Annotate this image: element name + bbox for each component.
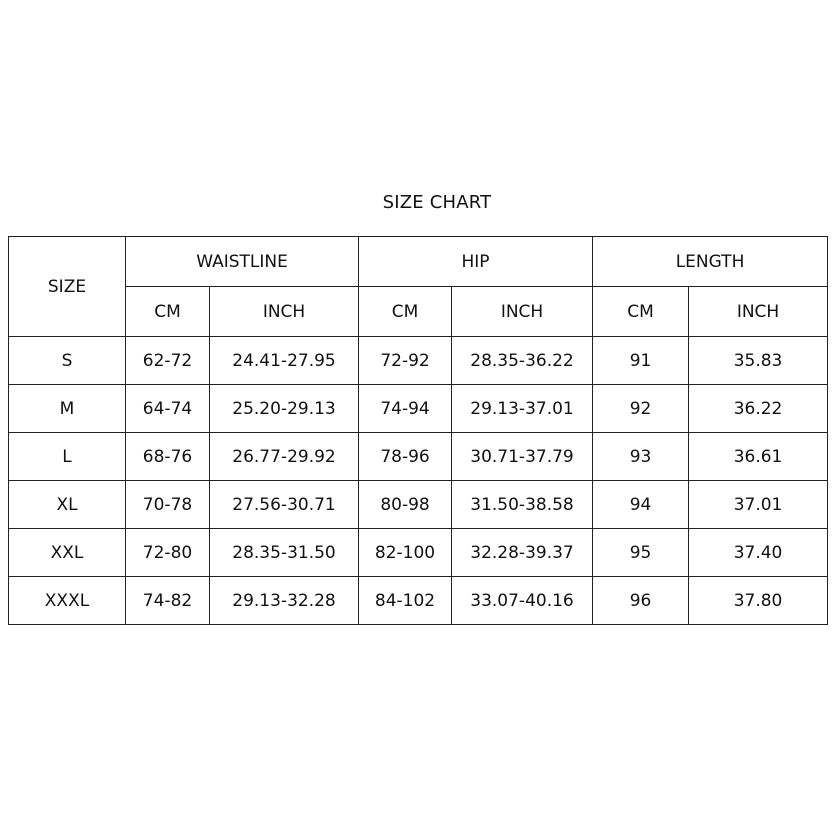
waist-inch-cell: 29.13-32.28 — [210, 577, 359, 625]
waist-inch-cell: 24.41-27.95 — [210, 337, 359, 385]
length-inch-cell: 36.61 — [689, 433, 828, 481]
size-cell: XXL — [9, 529, 126, 577]
hip-inch-cell: 30.71-37.79 — [452, 433, 593, 481]
waist-cm-cell: 70-78 — [126, 481, 210, 529]
header-unit-inch: INCH — [689, 287, 828, 337]
header-size: SIZE — [9, 237, 126, 337]
header-row-groups — [9, 237, 828, 287]
table-row — [9, 481, 828, 529]
length-cm-cell: 95 — [593, 529, 689, 577]
size-cell: S — [9, 337, 126, 385]
waist-inch-cell: 25.20-29.13 — [210, 385, 359, 433]
waist-inch-cell: 26.77-29.92 — [210, 433, 359, 481]
hip-cm-cell: 72-92 — [359, 337, 452, 385]
size-cell: XXXL — [9, 577, 126, 625]
hip-inch-cell: 33.07-40.16 — [452, 577, 593, 625]
header-length: LENGTH — [593, 237, 828, 287]
header-hip: HIP — [359, 237, 593, 287]
table-row — [9, 337, 828, 385]
hip-inch-cell: 32.28-39.37 — [452, 529, 593, 577]
header-row-units — [9, 287, 828, 337]
header-unit-inch: INCH — [210, 287, 359, 337]
chart-title: SIZE CHART — [382, 192, 492, 213]
length-inch-cell: 35.83 — [689, 337, 828, 385]
hip-inch-cell: 28.35-36.22 — [452, 337, 593, 385]
header-unit-cm: CM — [126, 287, 210, 337]
size-cell: M — [9, 385, 126, 433]
waist-cm-cell: 64-74 — [126, 385, 210, 433]
length-inch-cell: 37.80 — [689, 577, 828, 625]
length-cm-cell: 94 — [593, 481, 689, 529]
hip-cm-cell: 82-100 — [359, 529, 452, 577]
waist-cm-cell: 72-80 — [126, 529, 210, 577]
header-unit-cm: CM — [593, 287, 689, 337]
waist-inch-cell: 28.35-31.50 — [210, 529, 359, 577]
hip-inch-cell: 29.13-37.01 — [452, 385, 593, 433]
waist-cm-cell: 62-72 — [126, 337, 210, 385]
hip-cm-cell: 80-98 — [359, 481, 452, 529]
length-cm-cell: 96 — [593, 577, 689, 625]
hip-cm-cell: 78-96 — [359, 433, 452, 481]
length-cm-cell: 92 — [593, 385, 689, 433]
waist-inch-cell: 27.56-30.71 — [210, 481, 359, 529]
waist-cm-cell: 68-76 — [126, 433, 210, 481]
length-inch-cell: 36.22 — [689, 385, 828, 433]
table-row — [9, 433, 828, 481]
size-cell: L — [9, 433, 126, 481]
hip-cm-cell: 84-102 — [359, 577, 452, 625]
table-row — [9, 577, 828, 625]
header-waistline: WAISTLINE — [126, 237, 359, 287]
table-row — [9, 385, 828, 433]
length-cm-cell: 93 — [593, 433, 689, 481]
length-inch-cell: 37.40 — [689, 529, 828, 577]
hip-inch-cell: 31.50-38.58 — [452, 481, 593, 529]
header-unit-inch: INCH — [452, 287, 593, 337]
hip-cm-cell: 74-94 — [359, 385, 452, 433]
header-unit-cm: CM — [359, 287, 452, 337]
length-cm-cell: 91 — [593, 337, 689, 385]
length-inch-cell: 37.01 — [689, 481, 828, 529]
waist-cm-cell: 74-82 — [126, 577, 210, 625]
size-table — [8, 236, 828, 625]
size-cell: XL — [9, 481, 126, 529]
table-row — [9, 529, 828, 577]
